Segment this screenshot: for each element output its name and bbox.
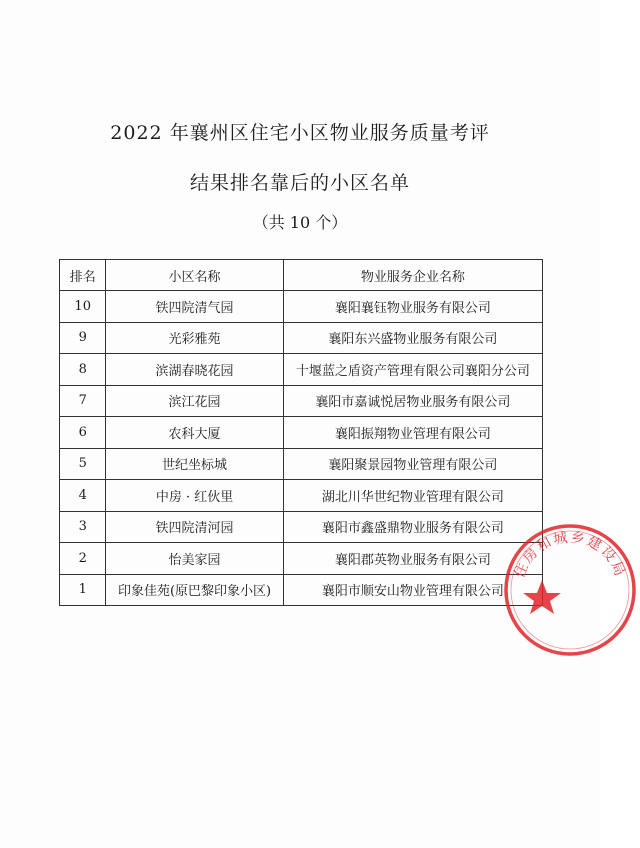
cell-rank: 9 [60,322,106,354]
cell-community: 农科大厦 [106,417,283,449]
cell-company: 襄阳东兴盛物业服务有限公司 [283,322,542,354]
table-header-row [60,260,543,291]
cell-rank: 10 [60,291,106,323]
cell-rank: 3 [60,511,106,543]
table-row [60,574,543,606]
cell-community: 铁四院清河园 [106,511,283,543]
table-row [60,543,543,575]
seal-text: 住房和城乡建设局 [511,529,629,581]
cell-rank: 1 [60,574,106,606]
official-seal [500,520,640,660]
cell-rank: 7 [60,385,106,417]
table-row [60,448,543,480]
cell-company: 襄阳郡英物业服务有限公司 [283,543,542,575]
cell-community: 铁四院清气园 [106,291,283,323]
page-subtitle: 结果排名靠后的小区名单 [189,172,410,194]
cell-company: 湖北川华世纪物业管理有限公司 [283,480,542,512]
cell-community: 中房 · 红伙里 [106,480,283,512]
cell-company: 襄阳市顺安山物业管理有限公司 [283,574,542,606]
table-row [60,385,543,417]
cell-rank: 8 [60,354,106,386]
cell-community: 印象佳苑(原巴黎印象小区) [106,574,283,606]
cell-community: 怡美家园 [106,543,283,575]
cell-company: 襄阳市嘉诚悦居物业服务有限公司 [283,385,542,417]
cell-company: 十堰蓝之盾资产管理有限公司襄阳分公司 [283,354,542,386]
header-rank: 排名 [60,260,106,291]
header-company: 物业服务企业名称 [283,260,542,291]
table-row [60,322,543,354]
star-icon [523,580,561,614]
cell-rank: 4 [60,480,106,512]
table-row [60,480,543,512]
cell-company: 襄阳聚景园物业管理有限公司 [283,448,542,480]
table-row [60,511,543,543]
table-row [60,291,543,323]
cell-community: 滨江花园 [106,385,283,417]
cell-community: 滨湖春晓花园 [106,354,283,386]
cell-rank: 6 [60,417,106,449]
count-note: （共 10 个） [252,213,348,232]
table-row [60,354,543,386]
table-row [60,417,543,449]
page-title: 2022 年襄州区住宅小区物业服务质量考评 [110,122,490,144]
header-community: 小区名称 [106,260,283,291]
cell-company: 襄阳襄钰物业服务有限公司 [283,291,542,323]
cell-company: 襄阳市鑫盛鼎物业服务有限公司 [283,511,542,543]
cell-rank: 5 [60,448,106,480]
ranking-table [59,259,543,606]
cell-community: 世纪坐标城 [106,448,283,480]
cell-community: 光彩雅苑 [106,322,283,354]
cell-rank: 2 [60,543,106,575]
cell-company: 襄阳振翔物业管理有限公司 [283,417,542,449]
